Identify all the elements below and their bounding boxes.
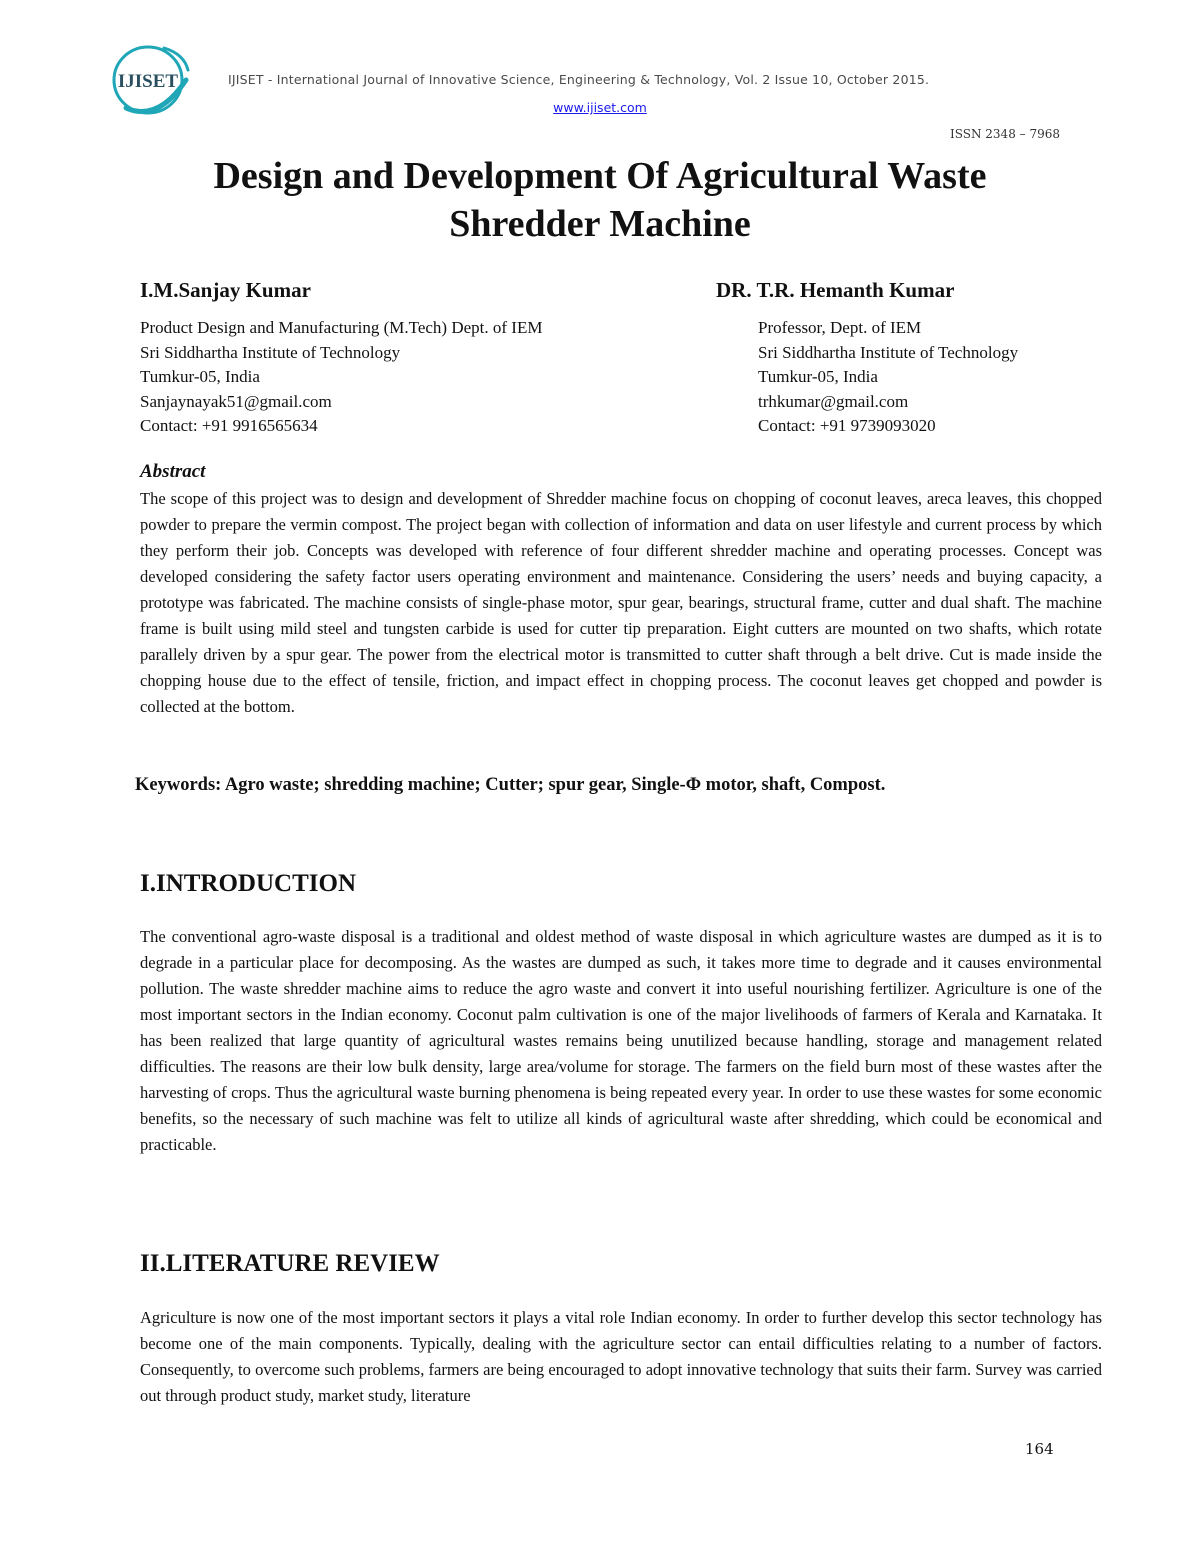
author-1-affiliation — [140, 316, 542, 439]
author-2-institute: Sri Siddhartha Institute of Technology — [758, 342, 1019, 362]
paper-title-line2: Shredder Machine — [449, 203, 751, 245]
page-number: 164 — [1025, 1440, 1054, 1458]
logo-text: IJISET — [117, 71, 179, 92]
author-2-contact: Contact: +91 9739093020 — [758, 416, 936, 435]
abstract-text: The scope of this project was to design and development of Shredder machine focus on chopping of coconut leaves, areca leaves, this chopped powder to prepare the vermin compost. The project began with collection of information and data on user lifestyle and current process by which they perform their job. Concepts was developed with reference of four different shredder machine and operating processes. Concept was developed considering the safety factor users operating environment and maintenance. Considering the users’ needs and buying capacity, a prototype was fabricated. The machine consists of single-phase motor, spur gear, bearings, structural frame, cutter and dual shaft. The machine frame is built using mild steel and tungsten carbide is used for cutter tip preparation. Eight cutters are mounted on two shafts, which rotate parallely driven by a spur gear. The power from the electrical motor is transmitted to cutter shaft through a belt drive. Cut is made inside the chopping house due to the effect of tensile, friction, and impact effect in chopping process. The coconut leaves get chopped and powder is collected at the bottom. — [140, 489, 1102, 716]
author-2-email[interactable]: trhkumar@gmail.com — [758, 391, 909, 411]
author-name-1: I.M.Sanjay Kumar — [140, 278, 311, 302]
author-1-institute: Sri Siddhartha Institute of Technology — [140, 342, 401, 362]
author-name-2: DR. T.R. Hemanth Kumar — [716, 278, 955, 302]
abstract-heading: Abstract — [140, 461, 206, 482]
paper-title — [0, 152, 1200, 248]
author-1-contact: Contact: +91 9916565634 — [140, 416, 318, 435]
author-1-location: Tumkur-05, India — [140, 367, 260, 386]
journal-citation: IJISET - International Journal of Innovative Science, Engineering & Technology, Vol. 2 Issue 10, October 2015. — [228, 72, 930, 87]
introduction-text: The conventional agro-waste disposal is a traditional and oldest method of waste disposal in which agriculture wastes are dumped as it is to degrade in a particular place for decomposing. As the wastes are dumped as such, it takes more time to degrade and it causes environmental pollution. The waste shredder machine aims to reduce the agro waste and convert it into useful nourishing fertilizer. Agriculture is one of the most important sectors in the Indian economy. Coconut palm cultivation is one of the major livelihoods of farmers of Kerala and Karnataka. It has been realized that large quantity of agricultural wastes remains being unutilized because handling, storage and management related difficulties. The reasons are their low bulk density, large area/volume for storage. The farmers on the field burn most of these wastes after the harvesting of crops. Thus the agricultural waste burning phenomena is being repeated every year. In order to use these wastes for some economic benefits, so the necessary of such machine was felt to utilize all kinds of agricultural waste after shredding, which could be economical and practicable. — [140, 927, 1102, 1154]
issn: ISSN 2348 – 7968 — [950, 127, 1060, 141]
author-2-affiliation — [758, 316, 1018, 439]
section-heading-literature-review: II.LITERATURE REVIEW — [140, 1250, 440, 1277]
literature-review-text: Agriculture is now one of the most important sectors it plays a vital role Indian economy. In order to further develop this sector technology has become one of the main components. Typically, dealing with the agriculture sector can entail difficulties relating to a number of factors. Consequently, to overcome such problems, farmers are being encouraged to adopt innovative technology that suits their farm. Survey was carried out through product study, market study, literature — [140, 1308, 1102, 1405]
keywords: Keywords: Agro waste; shredding machine; Cutter; spur gear, Single-Φ motor, shaft, Compost. — [135, 775, 886, 795]
author-1-department: Product Design and Manufacturing (M.Tech) Dept. of IEM — [140, 318, 543, 337]
journal-website-link[interactable]: www.ijiset.com — [553, 100, 647, 115]
author-1-email[interactable]: Sanjaynayak51@gmail.com — [140, 391, 332, 411]
author-2-department: Professor, Dept. of IEM — [758, 318, 922, 337]
author-2-location: Tumkur-05, India — [758, 367, 878, 386]
section-heading-introduction: I.INTRODUCTION — [140, 870, 357, 897]
paper-title-line1: Design and Development Of Agricultural Waste — [213, 155, 987, 197]
